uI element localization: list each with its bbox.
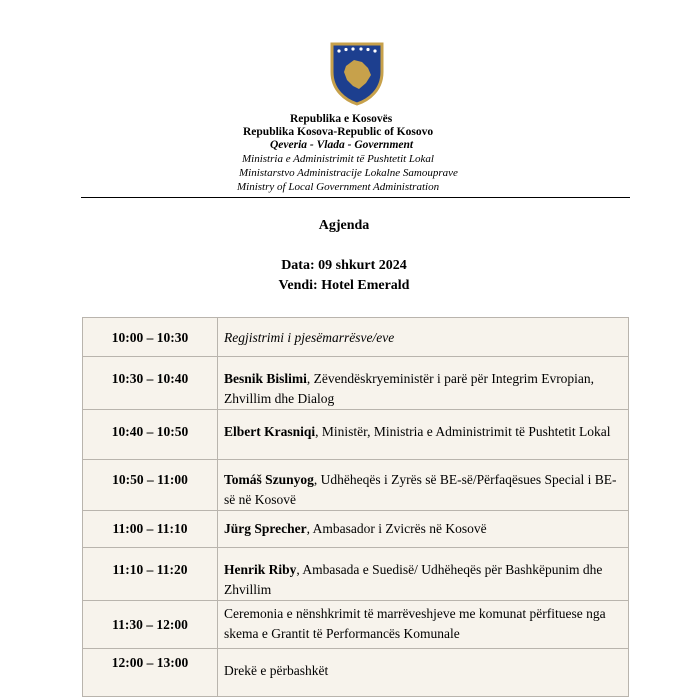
agenda-description <box>218 318 629 357</box>
agenda-time: 10:50 – 11:00 <box>83 460 218 511</box>
table-row <box>83 601 629 649</box>
agenda-text: , Udhëheqës i Zyrës së BE-së/Përfaqësues Special i BE-së në Kosovë <box>224 472 617 507</box>
agenda-text: , Zëvendëskryeministër i parë për Integrim Evropian, Zhvillim dhe Dialog <box>224 371 595 406</box>
agenda-table <box>82 317 629 697</box>
agenda-text: Ceremonia e nënshkrimit të marrëveshjeve me komunat përfituese nga skema e Grantit të Performancës Komunale <box>224 606 606 641</box>
agenda-description <box>218 548 629 601</box>
agenda-time: 12:00 – 13:00 <box>83 649 218 697</box>
table-row <box>83 548 629 601</box>
header-ministry-serbian: Ministarstvo Administracije Lokalne Samouprave <box>239 167 458 179</box>
table-row <box>83 511 629 548</box>
agenda-time: 11:00 – 11:10 <box>83 511 218 548</box>
agenda-description <box>218 410 629 460</box>
speaker-name: Jürg Sprecher <box>224 521 307 536</box>
header-ministry-albanian: Ministria e Administrimit të Pushtetit Lokal <box>242 153 434 165</box>
agenda-description <box>218 357 629 410</box>
event-venue: Vendi: Hotel Emerald <box>278 278 410 293</box>
table-row <box>83 318 629 357</box>
agenda-text: , Ambasada e Suedisë/ Udhëheqës për Bashkëpunim dhe Zhvillim <box>224 562 603 597</box>
speaker-name: Besnik Bislimi <box>224 371 307 386</box>
agenda-description <box>218 649 629 697</box>
header-government: Qeveria - Vlada - Government <box>270 139 414 151</box>
table-row <box>83 460 629 511</box>
header-country-albanian: Republika e Kosovës <box>290 113 393 125</box>
speaker-name: Henrik Riby <box>224 562 297 577</box>
agenda-text: Regjistrimi i pjesëmarrësve/eve <box>224 330 395 345</box>
agenda-text: , Ambasador i Zvicrës në Kosovë <box>306 521 487 536</box>
table-row <box>83 357 629 410</box>
agenda-text: , Ministër, Ministria e Administrimit të Pushtetit Lokal <box>315 424 611 439</box>
agenda-time: 11:10 – 11:20 <box>83 548 218 601</box>
agenda-time: 10:30 – 10:40 <box>83 357 218 410</box>
page-title: Agjenda <box>318 218 370 233</box>
header-divider <box>81 197 630 198</box>
agenda-description <box>218 460 629 511</box>
agenda-text: Drekë e përbashkët <box>224 663 329 678</box>
agenda-description <box>218 601 629 649</box>
agenda-description <box>218 511 629 548</box>
event-date: Data: 09 shkurt 2024 <box>281 258 407 273</box>
header-ministry-english: Ministry of Local Government Administration <box>237 181 440 193</box>
speaker-name: Elbert Krasniqi <box>224 424 316 439</box>
header-country-trilingual: Republika Kosova-Republic of Kosovo <box>243 126 434 138</box>
agenda-time: 11:30 – 12:00 <box>83 601 218 649</box>
table-row <box>83 649 629 697</box>
kosovo-emblem-icon <box>329 42 385 106</box>
speaker-name: Tomáš Szunyog <box>224 472 314 487</box>
agenda-time: 10:00 – 10:30 <box>83 318 218 357</box>
agenda-time: 10:40 – 10:50 <box>83 410 218 460</box>
table-row <box>83 410 629 460</box>
